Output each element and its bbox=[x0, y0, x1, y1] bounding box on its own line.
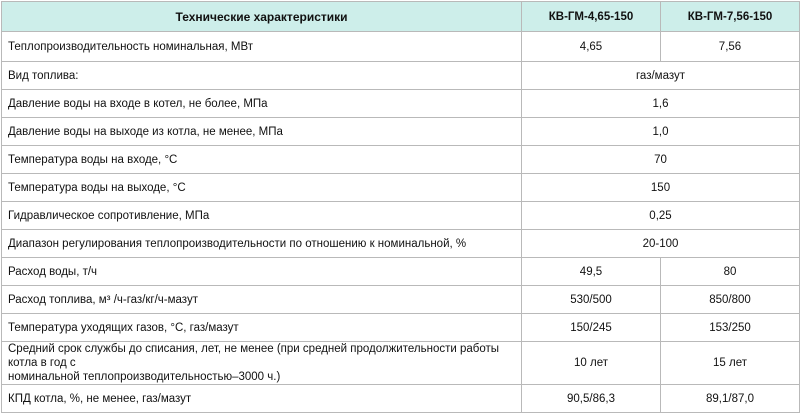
param-label: Расход топлива, м³ /ч-газ/кг/ч-мазут bbox=[2, 286, 522, 314]
table-row bbox=[2, 314, 800, 342]
table-row bbox=[2, 90, 800, 118]
param-label: Температура воды на выходе, °C bbox=[2, 174, 522, 202]
param-label bbox=[2, 342, 522, 385]
value-model-1: 49,5 bbox=[522, 258, 661, 286]
param-label: Диапазон регулирования теплопроизводительности по отношению к номинальной, % bbox=[2, 230, 522, 258]
value-model-2: 7,56 bbox=[661, 32, 800, 62]
table-row bbox=[2, 118, 800, 146]
param-label: КПД котла, %, не менее, газ/мазут bbox=[2, 385, 522, 413]
table-row bbox=[2, 32, 800, 62]
header-model-2: КВ-ГМ-7,56-150 bbox=[661, 2, 800, 32]
value-model-1: 90,5/86,3 bbox=[522, 385, 661, 413]
value-shared: 70 bbox=[522, 146, 800, 174]
table-header-row bbox=[2, 2, 800, 32]
table-row bbox=[2, 286, 800, 314]
param-label: Гидравлическое сопротивление, МПа bbox=[2, 202, 522, 230]
value-model-2: 80 bbox=[661, 258, 800, 286]
value-shared: 1,6 bbox=[522, 90, 800, 118]
param-label-line-2: номинальной теплопроизводительностью–3000 ч.) bbox=[8, 371, 281, 383]
value-shared: газ/мазут bbox=[522, 62, 800, 90]
param-label: Температура уходящих газов, °C, газ/мазут bbox=[2, 314, 522, 342]
param-label: Теплопроизводительность номинальная, МВт bbox=[2, 32, 522, 62]
param-label-line-1: Средний срок службы до списания, лет, не менее (при средней продолжительности работы котла в год с bbox=[8, 343, 500, 369]
value-model-1: 150/245 bbox=[522, 314, 661, 342]
value-shared: 1,0 bbox=[522, 118, 800, 146]
param-label: Давление воды на выходе из котла, не менее, МПа bbox=[2, 118, 522, 146]
header-model-1: КВ-ГМ-4,65-150 bbox=[522, 2, 661, 32]
table-row bbox=[2, 202, 800, 230]
table-row bbox=[2, 230, 800, 258]
value-shared: 150 bbox=[522, 174, 800, 202]
value-shared: 20-100 bbox=[522, 230, 800, 258]
value-shared: 0,25 bbox=[522, 202, 800, 230]
table-row bbox=[2, 342, 800, 385]
value-model-2: 153/250 bbox=[661, 314, 800, 342]
value-model-2: 850/800 bbox=[661, 286, 800, 314]
param-label: Вид топлива: bbox=[2, 62, 522, 90]
table-row bbox=[2, 62, 800, 90]
table-row bbox=[2, 258, 800, 286]
param-label: Давление воды на входе в котел, не более, МПа bbox=[2, 90, 522, 118]
table-row bbox=[2, 385, 800, 413]
param-label: Расход воды, т/ч bbox=[2, 258, 522, 286]
value-model-2: 15 лет bbox=[661, 342, 800, 385]
param-label: Температура воды на входе, °C bbox=[2, 146, 522, 174]
table-row bbox=[2, 174, 800, 202]
specs-table bbox=[1, 1, 800, 413]
table-row bbox=[2, 146, 800, 174]
header-title: Технические характеристики bbox=[2, 2, 522, 32]
value-model-1: 10 лет bbox=[522, 342, 661, 385]
value-model-2: 89,1/87,0 bbox=[661, 385, 800, 413]
value-model-1: 4,65 bbox=[522, 32, 661, 62]
value-model-1: 530/500 bbox=[522, 286, 661, 314]
